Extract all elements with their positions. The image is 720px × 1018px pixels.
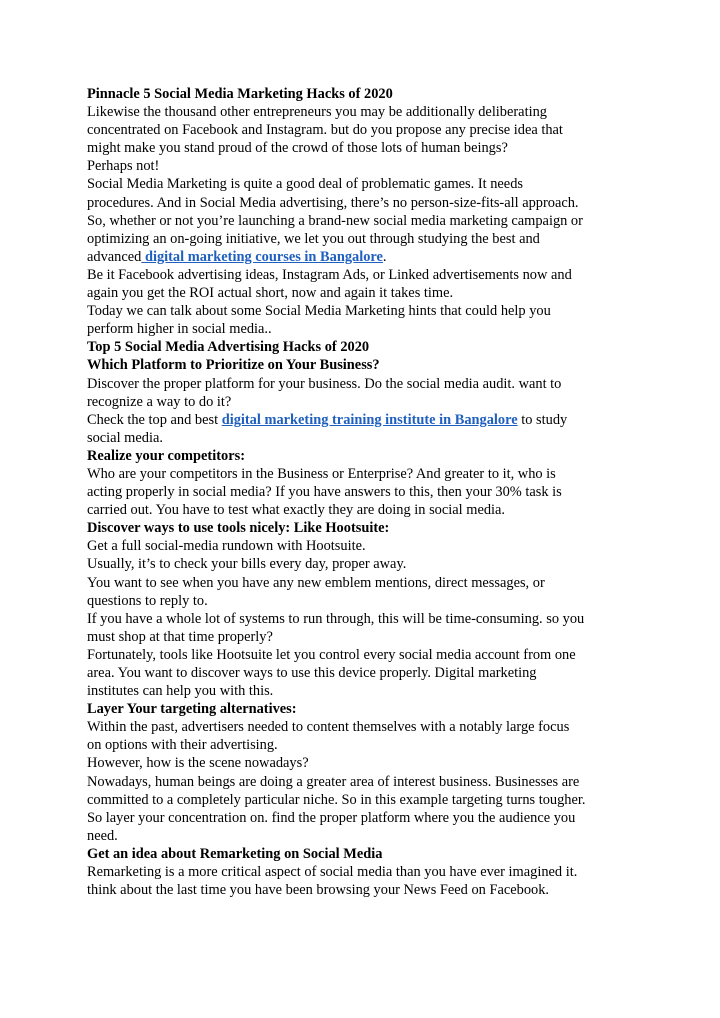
paragraph-line [87,284,647,302]
paragraph-line [87,718,647,736]
line-text: So, whether or not you’re launching a brand-new social media marketing campaign or [87,212,583,229]
line-text: Perhaps not! [87,158,160,175]
hyperlink[interactable]: digital marketing training institute in Bangalore [221,411,518,428]
line-text: questions to reply to. [87,592,208,609]
paragraph-line [87,574,647,592]
line-text: concentrated on Facebook and Instagram. but do you propose any precise idea that [87,122,563,139]
line-text: institutes can help you with this. [87,683,274,700]
paragraph-line [87,610,647,628]
paragraph-line [87,501,647,519]
paragraph-line [87,628,647,646]
section-heading [87,845,647,863]
paragraph-line [87,302,647,320]
line-text: think about the last time you have been browsing your News Feed on Facebook. [87,882,550,899]
line-text: acting properly in social media? If you have answers to this, then your 30% task is [87,484,562,501]
paragraph-line [87,682,647,700]
line-text: advanced [87,248,142,265]
line-text: area. You want to discover ways to use this device properly. Digital marketing [87,665,537,681]
paragraph-line [87,157,647,175]
paragraph-line [87,212,647,230]
paragraph-line [87,881,647,899]
paragraph-line [87,139,647,157]
line-text: Fortunately, tools like Hootsuite let you control every social media account from one [87,646,576,663]
line-text: Nowadays, human beings are doing a greater area of interest business. Businesses are [87,773,580,790]
line-text: again you get the ROI actual short, now and again it takes time. [87,285,454,302]
line-text: Check the top and best [87,411,222,428]
line-text: Be it Facebook advertising ideas, Instagram Ads, or Linked advertisements now and [87,266,572,283]
paragraph-line [87,411,647,429]
line-text: procedures. And in Social Media advertising, there’s no person-size-fits-all approach. [87,194,579,211]
paragraph-line [87,320,647,338]
paragraph-line [87,175,647,193]
line-text: Get an idea about Remarketing on Social Media [87,845,383,862]
line-text: Which Platform to Prioritize on Your Business? [87,357,380,374]
line-text: must shop at that time properly? [87,628,273,645]
section-heading [87,85,647,103]
line-text: Who are your competitors in the Business or Enterprise? And greater to it, who is [87,465,556,482]
line-text: Realize your competitors: [87,447,245,464]
paragraph-line [87,555,647,573]
paragraph-line [87,103,647,121]
section-heading [87,519,647,537]
line-text: recognize a way to do it? [87,393,232,410]
line-text: optimizing an on-going initiative, we let you out through studying the best and [87,230,540,247]
line-text: Today we can talk about some Social Media Marketing hints that could help you [87,303,551,320]
paragraph-line [87,736,647,754]
line-text: Layer Your targeting alternatives: [87,701,297,718]
line-text: Social Media Marketing is quite a good deal of problematic games. It needs [87,176,523,193]
line-text: Pinnacle 5 Social Media Marketing Hacks of 2020 [87,86,393,102]
line-text: However, how is the scene nowadays? [87,755,309,772]
paragraph-line [87,266,647,284]
line-text: perform higher in social media.. [87,321,272,338]
line-text: carried out. You have to test what exactly they are doing in social media. [87,502,506,519]
line-text: Discover ways to use tools nicely: Like Hootsuite: [87,520,390,537]
paragraph-line [87,375,647,393]
line-text: on options with their advertising. [87,737,278,754]
line-text: need. [87,827,118,844]
paragraph-line [87,754,647,772]
line-text-after-link: to study [517,411,568,428]
paragraph-line [87,773,647,791]
section-heading [87,356,647,374]
line-text: Get a full social-media rundown with Hootsuite. [87,538,366,555]
document-body [87,85,647,899]
paragraph-line [87,791,647,809]
line-text: Top 5 Social Media Advertising Hacks of 2020 [87,339,370,356]
line-text-after-link: . [382,248,387,265]
line-text: committed to a completely particular niche. So in this example targeting turns tougher. [87,791,586,808]
line-text: If you have a whole lot of systems to run through, this will be time-consuming. so you [87,610,585,627]
paragraph-line [87,646,647,664]
paragraph-line [87,483,647,501]
paragraph-line [87,465,647,483]
line-text: might make you stand proud of the crowd of those lots of human beings? [87,140,508,157]
line-text: You want to see when you have any new emblem mentions, direct messages, or [87,574,545,591]
paragraph-line [87,393,647,411]
paragraph-line [87,537,647,555]
line-text: Usually, it’s to check your bills every day, proper away. [87,556,407,573]
line-text: Within the past, advertisers needed to content themselves with a notably large focus [87,719,570,736]
line-text: So layer your concentration on. find the proper platform where you the audience you [87,809,576,826]
hyperlink[interactable]: digital marketing courses in Bangalore [141,248,383,265]
paragraph-line [87,248,647,266]
section-heading [87,338,647,356]
section-heading [87,700,647,718]
line-text: Remarketing is a more critical aspect of social media than you have ever imagined it. [87,864,578,881]
paragraph-line [87,664,647,682]
line-text: Likewise the thousand other entrepreneurs you may be additionally deliberating [87,104,547,121]
section-heading [87,447,647,465]
paragraph-line [87,592,647,610]
paragraph-line [87,121,647,139]
paragraph-line [87,230,647,248]
line-text: Discover the proper platform for your business. Do the social media audit. want to [87,375,562,392]
paragraph-line [87,827,647,845]
paragraph-line [87,194,647,212]
paragraph-line [87,809,647,827]
paragraph-line [87,429,647,447]
line-text: social media. [87,429,163,446]
paragraph-line [87,863,647,881]
